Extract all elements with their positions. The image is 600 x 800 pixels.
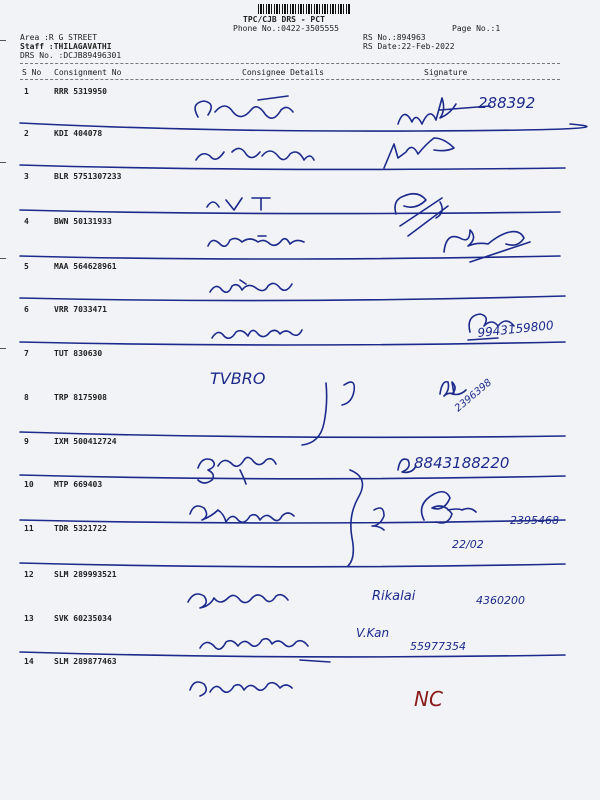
page-number: Page No.:1 (452, 24, 501, 33)
signature-scribble (440, 382, 466, 396)
form-title: TPC/CJB DRS - PCT (243, 15, 325, 24)
ruled-line (20, 342, 565, 345)
consignee-handwriting (212, 330, 302, 338)
row8-number: 2396398 (452, 377, 495, 415)
row-consignment: MAA 564628961 (54, 262, 117, 271)
row-sno: 6 (24, 305, 29, 314)
row-sno: 1 (24, 87, 29, 96)
rs-number: RS No.:894963 (363, 33, 426, 42)
row9-number: 8843188220 (414, 454, 510, 472)
row-sno: 11 (24, 524, 34, 533)
consignee-handwriting (210, 280, 292, 292)
rs-date: RS Date:22-Feb-2022 (363, 42, 455, 51)
row-consignment: TRP 8175908 (54, 393, 107, 402)
phone-number: Phone No.:0422-3505555 (233, 24, 339, 33)
ruled-line (20, 652, 565, 657)
consignee-handwriting (190, 682, 292, 696)
col-consignee: Consignee Details (242, 68, 324, 77)
row-consignment: BWN 50131933 (54, 217, 112, 226)
ruled-line (20, 432, 565, 437)
consignee-handwriting (200, 639, 308, 650)
ruled-line (20, 210, 560, 214)
row-sno: 7 (24, 349, 29, 358)
row-sno: 9 (24, 437, 29, 446)
row-consignment: VRR 7033471 (54, 305, 107, 314)
consignee-handwriting (207, 198, 270, 210)
row-consignment: TDR 5321722 (54, 524, 107, 533)
row-consignment: SVK 60235034 (54, 614, 112, 623)
row12-signature: Rikalai (372, 589, 416, 604)
row6-number: 9943159800 (476, 318, 555, 340)
signature-scribble (398, 98, 490, 124)
row-sno: 12 (24, 570, 34, 579)
row-sno: 8 (24, 393, 29, 402)
bracket-mark (302, 382, 354, 445)
row-consignment: IXM 500412724 (54, 437, 117, 446)
row13-number: 55977354 (410, 640, 466, 653)
row-consignment: RRR 5319950 (54, 87, 107, 96)
row-consignment: MTP 669403 (54, 480, 103, 489)
row1-number: 288392 (478, 94, 536, 112)
row-sno: 2 (24, 129, 29, 138)
row-sno: 5 (24, 262, 29, 271)
row12-number: 4360200 (476, 594, 525, 607)
consignee-handwriting (208, 236, 304, 246)
area-label: Area :R G STREET (20, 33, 98, 42)
col-consignment: Consignment No (54, 68, 122, 77)
row7-name: TVBRO (210, 369, 266, 388)
row13-signature: V.Kan (356, 626, 390, 640)
row-sno: 13 (24, 614, 34, 623)
ruled-line (20, 475, 565, 479)
signature-scribble (422, 492, 476, 523)
ruled-line (20, 296, 565, 301)
consignee-handwriting (195, 96, 293, 118)
ruled-line (20, 165, 565, 169)
row-sno: 10 (24, 480, 34, 489)
consignee-handwriting (196, 148, 314, 160)
consignee-handwriting (198, 457, 276, 484)
row-consignment: BLR 5751307233 (54, 172, 122, 181)
ruled-line (20, 563, 565, 567)
staff-label: Staff :THILAGAVATHI (20, 42, 112, 51)
row10-number: 2395468 (510, 514, 559, 527)
row-sno: 4 (24, 217, 29, 226)
row10-date: 22/02 (452, 538, 484, 551)
row14-mark: NC (414, 687, 443, 711)
signature-scribble (395, 194, 448, 236)
row-consignment: KDI 404078 (54, 129, 103, 138)
ruled-line (20, 123, 587, 131)
row-consignment: TUT 830630 (54, 349, 103, 358)
row-sno: 3 (24, 172, 29, 181)
signature-scribble (384, 138, 454, 168)
ruled-line (300, 660, 330, 662)
col-sno: S No (22, 68, 42, 77)
consignee-handwriting (190, 506, 294, 522)
consignee-handwriting (188, 594, 288, 608)
bracket-mark (372, 508, 384, 530)
bracket-mark (348, 470, 363, 566)
row-consignment: SLM 289993521 (54, 570, 117, 579)
row-consignment: SLM 289877463 (54, 657, 117, 666)
ruled-line (20, 520, 565, 523)
drs-number: DRS No. :DCJB89496301 (20, 51, 122, 60)
col-signature: Signature (424, 68, 468, 77)
row-sno: 14 (24, 657, 34, 666)
